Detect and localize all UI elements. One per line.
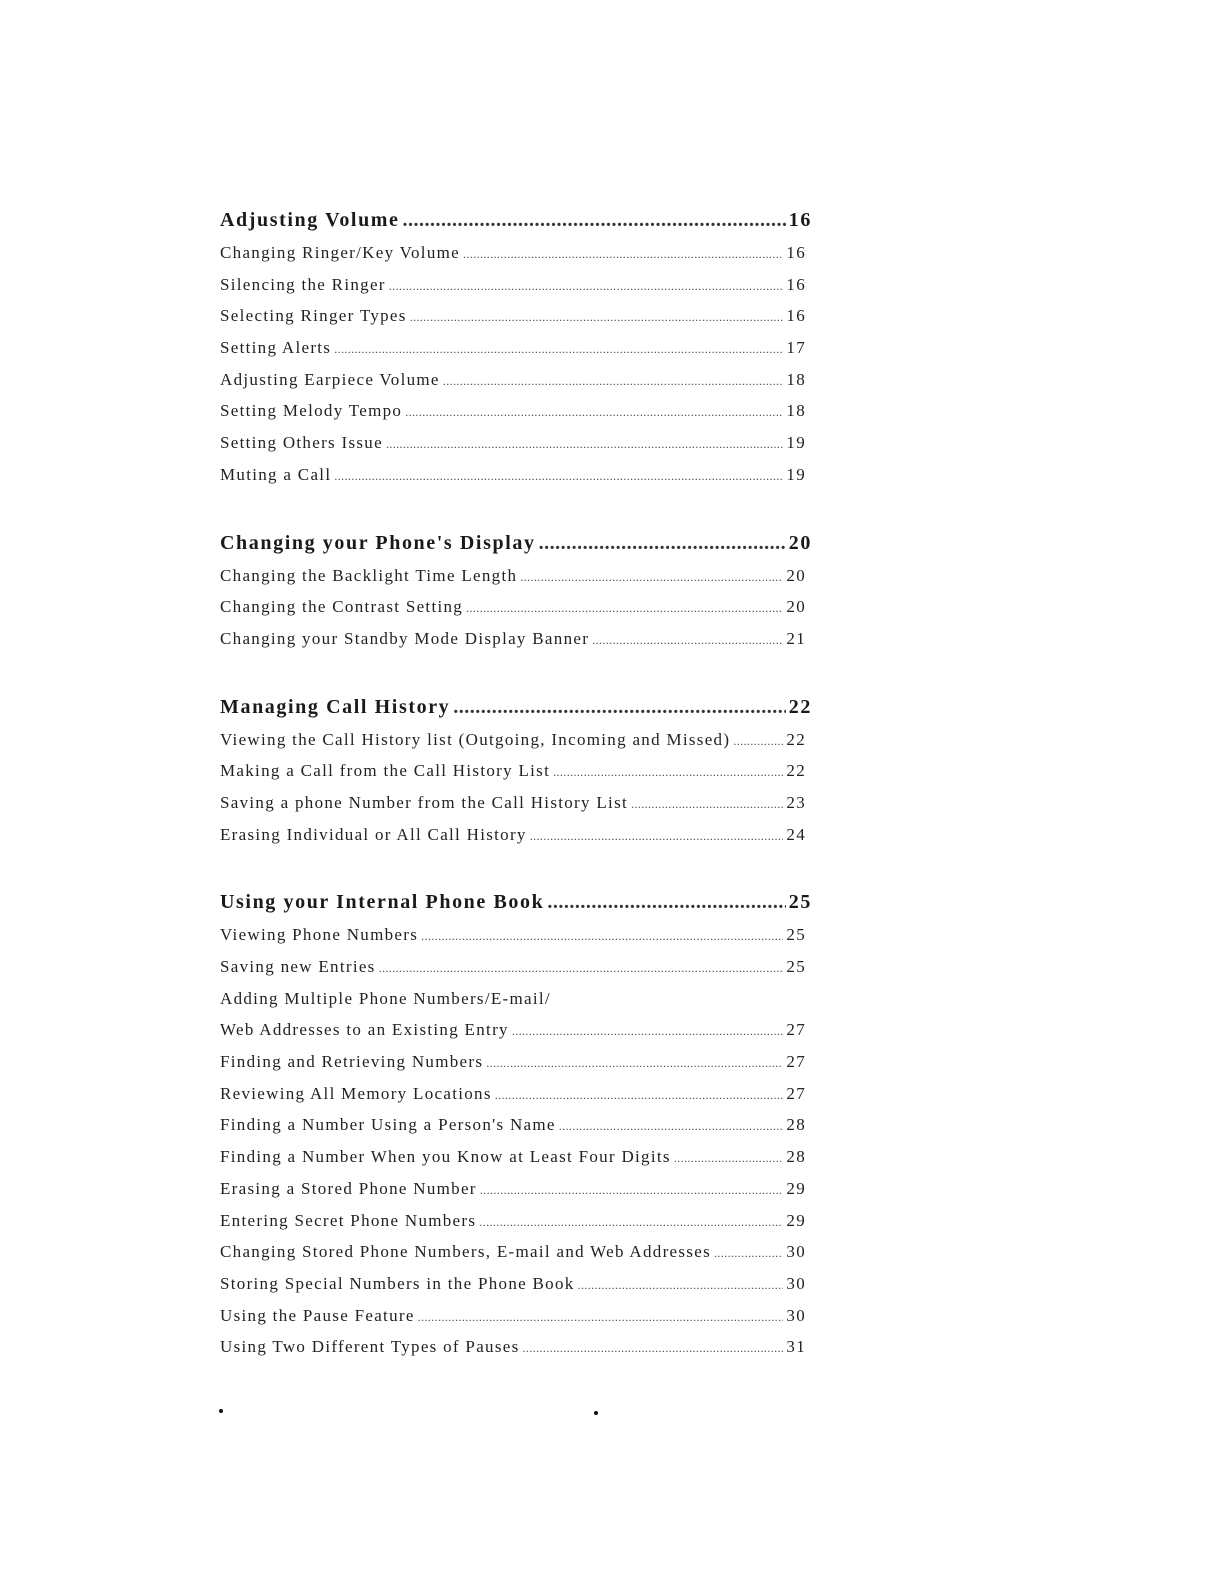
entry-title: Reviewing All Memory Locations: [220, 1083, 492, 1103]
toc-entry: [220, 1205, 816, 1237]
entry-title: Setting Others Issue: [220, 433, 383, 453]
entry-title: Adding Multiple Phone Numbers/E-mail/: [220, 988, 551, 1008]
entry-title: Muting a Call: [220, 464, 332, 484]
entry-page: 28: [786, 1115, 806, 1135]
entry-page: 27: [786, 1020, 806, 1040]
dot-leader: [578, 1270, 784, 1302]
table-of-contents: [220, 203, 816, 1398]
entry-title: Saving new Entries: [220, 957, 376, 976]
entry-title: Changing the Backlight Time Length: [220, 565, 518, 585]
toc-entry: [220, 560, 816, 592]
dot-leader: [463, 239, 783, 271]
dot-leader: [410, 302, 784, 334]
section-page: 22: [788, 695, 812, 718]
entry-page: 29: [786, 1178, 806, 1198]
dot-leader: [592, 625, 783, 657]
toc-entry: [220, 427, 816, 459]
entry-page: 22: [786, 761, 806, 781]
dot-leader: [714, 1238, 783, 1270]
dot-leader: [520, 562, 783, 594]
toc-entry: [220, 1014, 816, 1046]
dot-leader: [553, 757, 783, 789]
toc-entry: [220, 755, 816, 787]
entry-title: Selecting Ringer Types: [220, 306, 407, 326]
toc-entry: [220, 1078, 816, 1110]
entry-title: Using Two Different Types of Pauses: [220, 1337, 520, 1357]
toc-entry: [220, 724, 816, 756]
toc-entry: [220, 1236, 816, 1268]
entry-title: Finding a Number Using a Person's Name: [220, 1115, 556, 1135]
toc-entry: [220, 1331, 816, 1363]
dot-leader: [479, 1207, 783, 1239]
entry-page: 18: [786, 401, 806, 421]
toc-entry: [220, 459, 816, 491]
entry-title: Setting Alerts: [220, 338, 332, 358]
section-page: 25: [788, 891, 812, 914]
section-page: 16: [788, 209, 812, 231]
entry-title: Finding and Retrieving Numbers: [220, 1052, 484, 1072]
entry-title: Finding a Number When you Know at Least Four Digits: [220, 1147, 671, 1167]
section-title: Changing your Phone's Display: [220, 531, 536, 554]
entry-page: 25: [786, 925, 806, 945]
entry-title: Changing Ringer/Key Volume: [220, 243, 460, 262]
entry-page: 18: [786, 369, 806, 389]
entry-page: 24: [786, 824, 806, 844]
entry-title: Erasing a Stored Phone Number: [220, 1178, 477, 1198]
dot-leader: [453, 690, 786, 724]
entry-title: Silencing the Ringer: [220, 274, 386, 294]
scan-speck: [594, 1411, 598, 1415]
entry-title: Setting Melody Tempo: [220, 401, 403, 421]
entry-page: 30: [786, 1273, 806, 1293]
toc-entry: [220, 951, 816, 983]
dot-leader: [386, 429, 783, 461]
dot-leader: [495, 1080, 784, 1112]
dot-leader: [421, 921, 783, 953]
entry-page: 19: [786, 464, 806, 484]
dot-leader: [631, 789, 783, 821]
toc-section-call-history: [220, 690, 816, 851]
dot-leader: [466, 593, 783, 625]
toc-entry: [220, 395, 816, 427]
dot-leader: [443, 366, 784, 398]
toc-entry: [220, 300, 816, 332]
toc-entry: [220, 1173, 816, 1205]
entry-page: 20: [786, 597, 806, 617]
section-title: Managing Call History: [220, 695, 451, 718]
toc-entry: [220, 269, 816, 301]
entry-title: Adjusting Earpiece Volume: [220, 369, 440, 389]
scan-speck: [219, 1409, 223, 1413]
entry-page: 30: [786, 1305, 806, 1325]
entry-title: Storing Special Numbers in the Phone Book: [220, 1273, 575, 1293]
entry-page: 23: [786, 792, 806, 812]
dot-leader: [523, 1333, 784, 1365]
toc-entry: [220, 819, 816, 851]
entry-page: 20: [786, 565, 806, 585]
section-title: Using your Internal Phone Book: [220, 891, 545, 914]
entry-title: Viewing the Call History list (Outgoing, Incoming and Missed): [220, 729, 731, 749]
toc-entry-continued: [220, 983, 816, 1015]
entry-page: 27: [786, 1052, 806, 1072]
toc-entry: [220, 237, 816, 269]
entry-title: Viewing Phone Numbers: [220, 925, 419, 945]
dot-leader: [733, 726, 783, 758]
section-heading: [220, 690, 816, 724]
entry-page: 29: [786, 1210, 806, 1230]
entry-page: 28: [786, 1147, 806, 1167]
toc-section-adjusting-volume: [220, 203, 816, 491]
toc-section-display: [220, 526, 816, 655]
dot-leader: [418, 1302, 784, 1334]
section-title: Adjusting Volume: [220, 209, 400, 231]
entry-page: 16: [786, 306, 806, 326]
toc-entry: [220, 919, 816, 951]
toc-entry: [220, 332, 816, 364]
entry-page: 17: [786, 338, 806, 358]
entry-title: Changing Stored Phone Numbers, E-mail and Web Addresses: [220, 1242, 711, 1262]
toc-entry: [220, 591, 816, 623]
dot-leader: [547, 885, 785, 919]
entry-page: 16: [786, 274, 806, 294]
toc-entry: [220, 1046, 816, 1078]
toc-entry: [220, 1109, 816, 1141]
entry-title: Making a Call from the Call History List: [220, 761, 551, 781]
dot-leader: [539, 526, 786, 560]
entry-page: 16: [786, 243, 806, 262]
section-heading: [220, 526, 816, 560]
dot-leader: [480, 1175, 784, 1207]
dot-leader: [512, 1016, 784, 1048]
toc-entry: [220, 1300, 816, 1332]
entry-page: 30: [786, 1242, 806, 1262]
toc-entry: [220, 787, 816, 819]
entry-title: Web Addresses to an Existing Entry: [220, 1020, 509, 1040]
entry-title: Erasing Individual or All Call History: [220, 824, 527, 844]
dot-leader: [674, 1143, 784, 1175]
dot-leader: [334, 334, 783, 366]
entry-title: Using the Pause Feature: [220, 1305, 415, 1325]
dot-leader: [379, 953, 784, 985]
dot-leader: [486, 1048, 783, 1080]
entry-title: Changing the Contrast Setting: [220, 597, 464, 617]
entry-page: 22: [786, 729, 806, 749]
section-page: 20: [788, 531, 812, 554]
entry-page: 21: [786, 628, 806, 648]
dot-leader: [559, 1111, 784, 1143]
entry-title: Changing your Standby Mode Display Banner: [220, 628, 590, 648]
dot-leader: [530, 821, 784, 853]
dot-leader: [403, 203, 786, 237]
dot-leader: [334, 461, 783, 493]
toc-entry: [220, 1141, 816, 1173]
toc-entry: [220, 623, 816, 655]
dot-leader: [389, 271, 784, 303]
toc-section-phone-book: [220, 885, 816, 1363]
section-heading: [220, 203, 816, 237]
toc-entry: [220, 364, 816, 396]
toc-entry: [220, 1268, 816, 1300]
entry-page: 25: [786, 957, 806, 976]
entry-page: 31: [786, 1337, 806, 1357]
dot-leader: [405, 397, 783, 429]
entry-title: Entering Secret Phone Numbers: [220, 1210, 477, 1230]
entry-page: 19: [786, 433, 806, 453]
entry-page: 27: [786, 1083, 806, 1103]
entry-title: Saving a phone Number from the Call History List: [220, 792, 629, 812]
section-heading: [220, 885, 816, 919]
